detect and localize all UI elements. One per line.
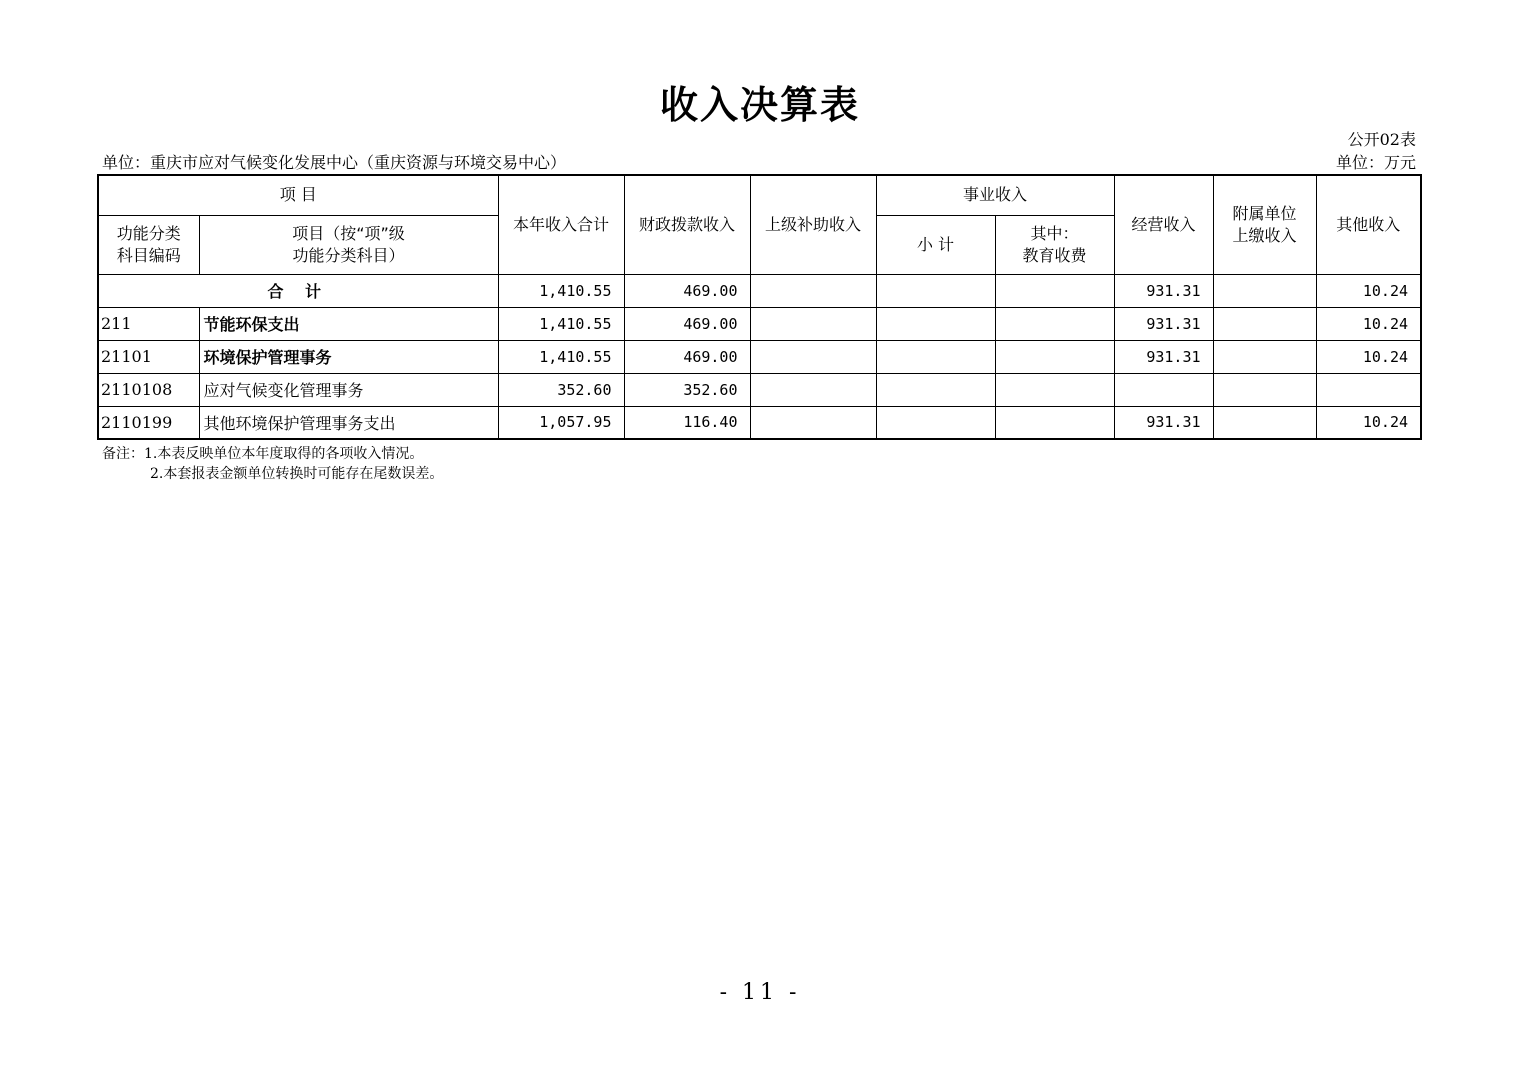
cell-code: 21101 <box>98 340 199 373</box>
header-edu <box>995 215 1114 274</box>
header-total: 本年收入合计 <box>498 175 624 274</box>
notes <box>102 444 443 484</box>
header-other: 其他收入 <box>1316 175 1421 274</box>
total-label: 合 计 <box>98 274 498 307</box>
cell-fiscal: 469.00 <box>624 307 750 340</box>
currency-unit: 单位：万元 <box>1335 153 1416 172</box>
header-operating: 经营收入 <box>1114 175 1213 274</box>
form-code: 公开02表 <box>1347 130 1416 149</box>
cell-total: 1,410.55 <box>498 307 624 340</box>
cell-operating: 931.31 <box>1114 406 1213 439</box>
cell-operating <box>1114 373 1213 406</box>
cell-subsidy <box>750 406 876 439</box>
cell-other: 10.24 <box>1316 406 1421 439</box>
cell-edu <box>995 373 1114 406</box>
table-row <box>98 307 1421 340</box>
cell-name: 应对气候变化管理事务 <box>199 373 498 406</box>
cell-subsidy <box>750 340 876 373</box>
cell-affiliated <box>1213 340 1316 373</box>
table-row <box>98 406 1421 439</box>
total-row <box>98 274 1421 307</box>
cell-affiliated <box>1213 373 1316 406</box>
cell-code: 2110199 <box>98 406 199 439</box>
cell-total: 1,410.55 <box>498 340 624 373</box>
cell-subtotal <box>876 406 995 439</box>
header-edu-line2: 教育收费 <box>1022 245 1087 265</box>
header-name <box>199 215 498 274</box>
cell-total: 352.60 <box>498 373 624 406</box>
cell-other: 10.24 <box>1316 340 1421 373</box>
header-business: 事业收入 <box>876 175 1114 215</box>
cell-operating: 931.31 <box>1114 340 1213 373</box>
cell-edu <box>995 406 1114 439</box>
cell-fiscal: 469.00 <box>624 340 750 373</box>
cell-affiliated <box>1213 274 1316 307</box>
cell-subtotal <box>876 373 995 406</box>
cell-other: 10.24 <box>1316 307 1421 340</box>
cell-subtotal <box>876 340 995 373</box>
header-name-line2: 功能分类科目） <box>292 245 405 265</box>
page-title: 收入决算表 <box>659 83 860 127</box>
cell-edu <box>995 307 1114 340</box>
header-affiliated-line1: 附属单位 <box>1232 203 1297 223</box>
table-row <box>98 340 1421 373</box>
cell-fiscal: 352.60 <box>624 373 750 406</box>
table-row <box>98 373 1421 406</box>
note-line-2: 2.本套报表金额单位转换时可能存在尾数误差。 <box>150 466 444 482</box>
header-name-line1: 项目（按“项”级 <box>292 223 405 243</box>
header-code <box>98 215 199 274</box>
header-code-line2: 科目编码 <box>116 245 181 265</box>
header-fiscal: 财政拨款收入 <box>624 175 750 274</box>
page-number: - 11 - <box>719 980 801 1005</box>
cell-fiscal: 469.00 <box>624 274 750 307</box>
cell-name: 其他环境保护管理事务支出 <box>199 406 498 439</box>
note-line-1: 备注：1.本表反映单位本年度取得的各项收入情况。 <box>102 446 424 462</box>
header-affiliated-line2: 上缴收入 <box>1232 225 1297 245</box>
cell-affiliated <box>1213 307 1316 340</box>
cell-edu <box>995 274 1114 307</box>
cell-code: 211 <box>98 307 199 340</box>
cell-subsidy <box>750 373 876 406</box>
cell-total: 1,410.55 <box>498 274 624 307</box>
header-subsidy: 上级补助收入 <box>750 175 876 274</box>
cell-subsidy <box>750 274 876 307</box>
cell-affiliated <box>1213 406 1316 439</box>
cell-other <box>1316 373 1421 406</box>
cell-fiscal: 116.40 <box>624 406 750 439</box>
header-code-line1: 功能分类 <box>116 223 181 243</box>
header-edu-line1: 其中： <box>1030 223 1079 243</box>
cell-operating: 931.31 <box>1114 274 1213 307</box>
cell-total: 1,057.95 <box>498 406 624 439</box>
cell-other: 10.24 <box>1316 274 1421 307</box>
header-project: 项 目 <box>98 175 498 215</box>
header-subtotal: 小 计 <box>876 215 995 274</box>
cell-subsidy <box>750 307 876 340</box>
cell-subtotal <box>876 274 995 307</box>
cell-name: 环境保护管理事务 <box>199 340 498 373</box>
reporting-unit: 单位：重庆市应对气候变化发展中心（重庆资源与环境交易中心） <box>102 153 567 172</box>
cell-subtotal <box>876 307 995 340</box>
cell-operating: 931.31 <box>1114 307 1213 340</box>
cell-edu <box>995 340 1114 373</box>
header-affiliated <box>1213 175 1316 274</box>
cell-name: 节能环保支出 <box>199 307 498 340</box>
cell-code: 2110108 <box>98 373 199 406</box>
income-table <box>97 174 1422 440</box>
